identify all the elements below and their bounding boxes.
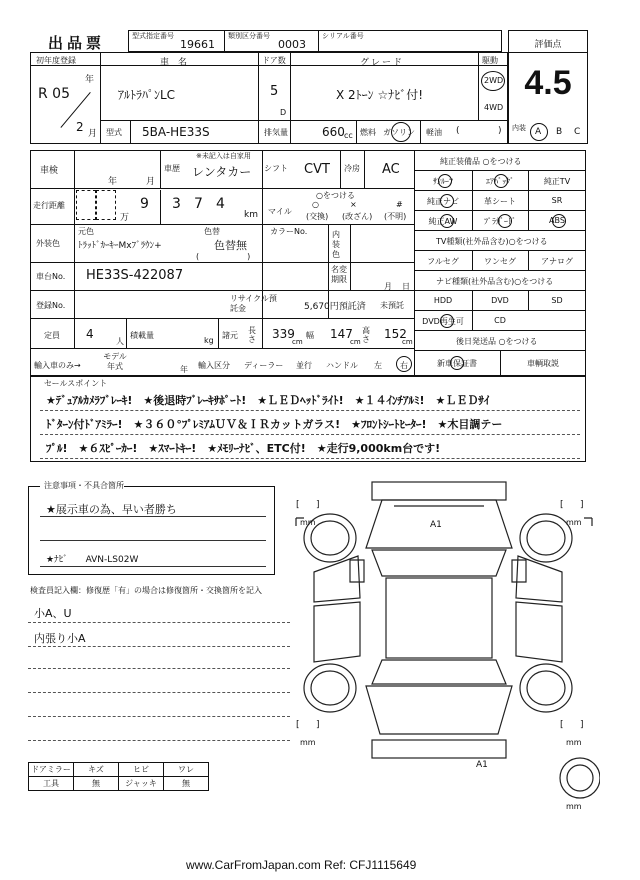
roof bbox=[386, 578, 492, 658]
meter-circle-note: ○をつける bbox=[316, 191, 355, 200]
height-label: 高さ bbox=[362, 326, 370, 344]
trunk bbox=[366, 686, 512, 734]
later-manual: 車輌取説 bbox=[527, 359, 559, 368]
left-front-door bbox=[314, 556, 360, 602]
model-value: 5BA-HE33S bbox=[142, 125, 210, 139]
note-line-1: ★展示車の為、早い者勝ち bbox=[46, 503, 177, 516]
fuel-gasoline: ガソリン bbox=[383, 128, 415, 137]
color-no-label: カラーNo. bbox=[270, 227, 308, 236]
unknown-mark: # bbox=[396, 200, 403, 209]
length-value: 339 bbox=[272, 327, 295, 341]
model-cert-number: 19661 bbox=[180, 38, 215, 51]
model-label: 型式 bbox=[106, 128, 122, 137]
right-mirror bbox=[512, 560, 526, 582]
doors-value: 5 bbox=[270, 84, 279, 99]
damage-mark-front: A1 bbox=[430, 520, 442, 530]
equip-tv: 純正TV bbox=[543, 177, 571, 186]
width-value: 147 bbox=[330, 327, 353, 341]
shift-value: CVT bbox=[304, 162, 330, 177]
rear-glass bbox=[372, 660, 506, 684]
navi-cd: CD bbox=[494, 316, 506, 325]
height-cm: cm bbox=[402, 338, 413, 346]
tv-oneseg: ワンセグ bbox=[484, 257, 516, 266]
displacement-label: 排気量 bbox=[264, 128, 288, 137]
notes-title: 注意事項・不具合箇所 bbox=[44, 481, 124, 490]
guard-circle bbox=[498, 214, 512, 228]
later-warranty: 新車保証書 bbox=[437, 359, 477, 368]
cc-unit: cc bbox=[344, 131, 353, 140]
legend-tool: 工具 bbox=[29, 777, 74, 791]
grade-label: グレード bbox=[360, 58, 405, 68]
handle-label: ハンドル bbox=[326, 361, 358, 370]
exchange-mark: ○ bbox=[312, 200, 319, 209]
doors-label: ドア数 bbox=[262, 56, 286, 65]
equip-aw: 純正AW bbox=[428, 217, 458, 226]
color-change-value: 色替無 bbox=[214, 239, 247, 252]
load-label: 積載量 bbox=[130, 331, 154, 340]
sheet-title: 出品票 bbox=[48, 34, 106, 52]
equip-abs: ABS bbox=[549, 216, 565, 225]
fuel-label: 燃料 bbox=[360, 128, 376, 137]
fuel-circle bbox=[391, 122, 411, 142]
inspection-year-unit: 年 bbox=[108, 177, 118, 187]
recycle-value: 5,670円預託済 bbox=[304, 302, 366, 312]
model-cert-label: 型式指定番号 bbox=[132, 32, 174, 40]
legend-break: ワレ bbox=[164, 763, 209, 777]
ac-label: 冷房 bbox=[344, 164, 360, 173]
recycle-label: リサイクル預託金 bbox=[230, 294, 277, 313]
reg-label: 登録No. bbox=[36, 301, 66, 310]
mm-front-left: mm bbox=[300, 518, 316, 527]
kg-unit: kg bbox=[204, 336, 214, 345]
note-line-3: ★ﾅﾋﾞ AVN-LS02W bbox=[46, 555, 139, 565]
interior-a-circle bbox=[530, 123, 548, 141]
chassis-value: HE33S-422087 bbox=[86, 268, 184, 283]
usage-value: レンタカー bbox=[192, 165, 252, 179]
interior-color-label: 内装色 bbox=[332, 230, 340, 259]
later-title: 後日発送品 ○をつける bbox=[456, 337, 538, 346]
aw-circle bbox=[440, 214, 454, 228]
shift-label: シフト bbox=[264, 164, 288, 173]
navi-sd: SD bbox=[551, 296, 563, 305]
car-name-label: 車 名 bbox=[160, 58, 188, 68]
navi-circle bbox=[440, 194, 454, 208]
airbag-circle-1 bbox=[438, 174, 452, 188]
usage-label: 車歴 bbox=[164, 164, 180, 173]
chassis-label: 車台No. bbox=[36, 272, 66, 281]
model-year-unit: 年 bbox=[180, 365, 188, 374]
legend-scratch: キズ bbox=[74, 763, 119, 777]
legend-table bbox=[28, 762, 209, 791]
dvd-play-circle bbox=[440, 314, 454, 328]
equip-guard: ﾌﾟﾗｶﾞｰﾄﾞ bbox=[484, 217, 516, 226]
sales-line-3: ﾌﾟﾙ! ★６ｽﾋﾟｰｶｰ! ★ｽﾏｰﾄｷｰ! ★ﾒﾓﾘｰﾅﾋﾞ、ETC付! ★走行9,000km台です! bbox=[46, 442, 441, 455]
length-cm: cm bbox=[292, 338, 303, 346]
damage-mark-rear: A1 bbox=[476, 760, 488, 770]
import-parallel: 並行 bbox=[296, 361, 312, 370]
name-change-label: 名変期限 bbox=[331, 265, 347, 284]
color-change-label: 色替 bbox=[204, 227, 220, 236]
equip-leather: 革シート bbox=[484, 197, 516, 206]
footer-ref: www.CarFromJapan.com Ref: CFJ1115649 bbox=[186, 858, 417, 872]
width-label: 幅 bbox=[306, 331, 314, 340]
grade-value: X 2ﾄｰﾝ ☆ﾅﾋﾞ付! bbox=[336, 88, 424, 102]
capacity-label: 定員 bbox=[44, 331, 60, 340]
spare-wheel bbox=[560, 758, 600, 798]
rear-bumper bbox=[372, 740, 506, 758]
legend-mirror: ドアミラー bbox=[29, 763, 74, 777]
capacity-value: 4 bbox=[86, 327, 94, 341]
usage-note: ※未記入は自家用 bbox=[196, 152, 251, 160]
sales-title: セールスポイント bbox=[44, 379, 108, 388]
color-paren: ( ) bbox=[196, 252, 251, 261]
legend-tool-mark: 無 bbox=[74, 777, 119, 791]
inspector-line-2: 内張り小A bbox=[34, 632, 86, 645]
front-bumper bbox=[372, 482, 506, 500]
inspector-line-1: 小A、U bbox=[34, 607, 72, 620]
car-diagram bbox=[290, 478, 600, 808]
dimensions-label: 諸元 bbox=[222, 331, 238, 340]
color-label: 外装色 bbox=[36, 239, 60, 248]
tv-analog: アナログ bbox=[541, 257, 573, 266]
equip-sunroof: ｻﾝﾙｰﾌ bbox=[433, 177, 453, 186]
mileage-digit-3: 4 bbox=[216, 196, 225, 212]
first-reg-month: 2 bbox=[76, 120, 84, 134]
km-unit: km bbox=[244, 210, 258, 220]
import-dealer: ディーラー bbox=[244, 361, 284, 370]
mileage-man: 9 bbox=[140, 196, 149, 212]
windshield bbox=[372, 550, 506, 576]
right-front-door bbox=[516, 556, 562, 602]
abs-circle bbox=[552, 214, 566, 228]
category-label: 類別区分番号 bbox=[228, 32, 270, 40]
mile-label: マイル bbox=[268, 207, 292, 216]
legend-crack: ヒビ bbox=[119, 763, 164, 777]
navi-dvd-play: DVD再生可 bbox=[422, 317, 464, 326]
mileage-digit-2: 7 bbox=[194, 196, 203, 212]
tampered-label: (改ざん) bbox=[342, 212, 373, 221]
exchange-label: (交換) bbox=[306, 212, 329, 221]
year-unit: 年 bbox=[85, 75, 95, 85]
tv-fullseg: フルセグ bbox=[427, 257, 459, 266]
man-unit: 万 bbox=[120, 213, 130, 223]
name-change-month: 月 bbox=[384, 282, 392, 291]
persons-unit: 人 bbox=[116, 337, 124, 346]
navi-title: ナビ種類(社外品含む)○をつける bbox=[436, 277, 554, 286]
mm-rear-left: mm bbox=[300, 738, 316, 747]
displacement-value: 660 bbox=[322, 125, 345, 139]
door-d: D bbox=[280, 108, 287, 117]
handle-right: 右 bbox=[400, 361, 408, 370]
navi-dvd: DVD bbox=[491, 296, 509, 305]
tv-title: TV種類(社外品含む)○をつける bbox=[436, 237, 548, 246]
inspector-label: 検査員記入欄：修復歴「有」の場合は修復箇所・交換箇所を記入 bbox=[30, 586, 262, 595]
first-reg-label: 初年度登録 bbox=[36, 56, 76, 65]
equip-navi: 純正ナビ bbox=[427, 197, 459, 206]
inspection-label: 車検 bbox=[40, 166, 59, 176]
car-name: ｱﾙﾄﾗﾊﾟﾝLC bbox=[118, 88, 176, 102]
color-value: ﾄﾗｯﾄﾞｶｰｷｰMxﾌﾞﾗｳﾝ+ bbox=[78, 241, 162, 251]
interior-a: A bbox=[535, 127, 542, 137]
name-change-day: 日 bbox=[402, 282, 410, 291]
warranty-circle bbox=[450, 356, 464, 370]
drive-2wd-circle bbox=[481, 71, 505, 91]
fuel-diesel: 軽油 bbox=[426, 128, 442, 137]
serial-label: シリアル番号 bbox=[322, 32, 364, 40]
recycle-unpaid: 未預託 bbox=[380, 301, 404, 310]
handle-left: 左 bbox=[374, 361, 382, 370]
drive-2wd: 2WD bbox=[484, 76, 504, 85]
mm-front-right: mm bbox=[566, 518, 582, 527]
sales-line-2: ﾄﾞﾀｰﾝ付ﾄﾞｱﾐﾗｰ! ★３６０°ﾌﾟﾚﾐｱﾑＵＶ＆ＩＲカットガラス! ★ﾌﾛﾝﾄｼｰﾄﾋｰﾀｰ! ★木目調テー bbox=[46, 418, 503, 431]
equip-sr: SR bbox=[551, 196, 563, 205]
length-label: 長さ bbox=[248, 326, 256, 344]
right-rear-door bbox=[516, 602, 562, 662]
left-rear-door bbox=[314, 602, 360, 662]
airbag-circle-2 bbox=[494, 174, 508, 188]
score-value: 4.5 bbox=[524, 64, 572, 102]
ac-value: AC bbox=[382, 162, 400, 177]
interior-b: B bbox=[556, 127, 563, 137]
legend-jack-mark: 無 bbox=[164, 777, 209, 791]
equipment-title: 純正装備品 ○をつける bbox=[440, 157, 522, 166]
unknown-label: (不明) bbox=[384, 212, 407, 221]
score-label: 評価点 bbox=[534, 40, 562, 50]
inspection-month-unit: 月 bbox=[146, 177, 156, 187]
height-value: 152 bbox=[384, 327, 407, 341]
drive-4wd: 4WD bbox=[484, 103, 504, 112]
mm-rear-right: mm bbox=[566, 738, 582, 747]
mileage-digit-1: 3 bbox=[172, 196, 181, 212]
mm-spare: mm bbox=[566, 802, 582, 811]
drive-label: 駆動 bbox=[482, 56, 498, 65]
left-mirror bbox=[350, 560, 364, 582]
month-unit: 月 bbox=[88, 129, 98, 139]
handle-right-circle bbox=[396, 356, 412, 372]
mileage-label: 走行距離 bbox=[33, 201, 65, 210]
width-cm: cm bbox=[350, 338, 361, 346]
first-reg-year: R 05 bbox=[38, 86, 70, 102]
navi-hdd: HDD bbox=[433, 296, 453, 305]
model-year-label: モデル年式 bbox=[103, 352, 127, 371]
importer-label: 輸入車のみ→ bbox=[34, 361, 81, 370]
import-label: 輸入区分 bbox=[198, 361, 230, 370]
interior-label: 内装 bbox=[512, 124, 526, 132]
equip-airbag: ｴｱﾊﾞｯｸﾞ bbox=[486, 177, 514, 186]
sales-line-1: ★ﾃﾞｭｱﾙｶﾒﾗﾌﾞﾚｰｷ! ★後退時ﾌﾞﾚｰｷｻﾎﾟｰﾄ! ★ＬＥＤﾍｯﾄﾞﾗｲﾄ! ★１４ｲﾝﾁｱﾙﾐ! ★ＬＥＤｻｲ bbox=[46, 394, 490, 407]
original-color-label: 元色 bbox=[78, 227, 94, 236]
legend-jack: ジャッキ bbox=[119, 777, 164, 791]
category-number: 0003 bbox=[278, 38, 306, 51]
interior-c: C bbox=[574, 127, 581, 137]
